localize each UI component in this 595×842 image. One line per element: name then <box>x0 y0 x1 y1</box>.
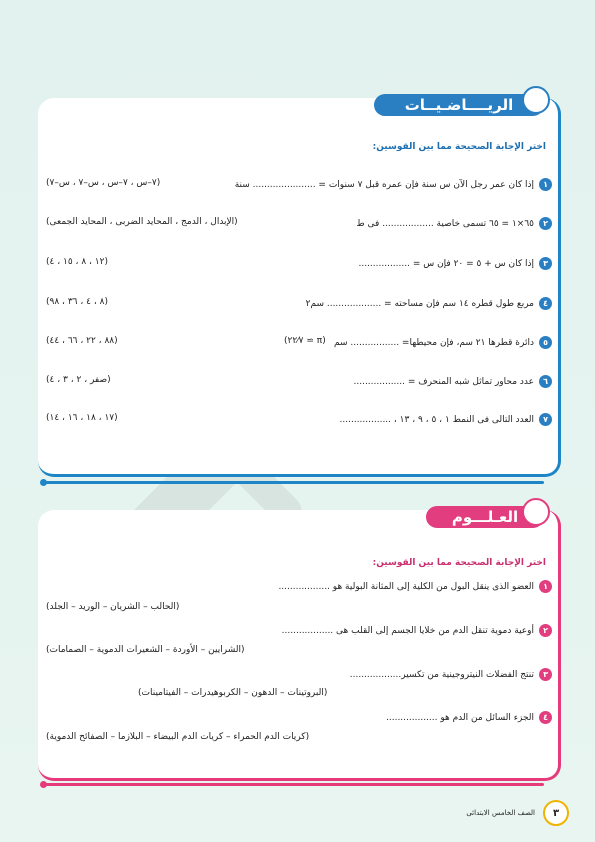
question-number: ٥ <box>539 336 552 349</box>
math-title: الريــــاضـيــات <box>404 96 514 114</box>
answer-choices: (صفر ، ٢ ، ٣ ، ٤) <box>46 375 111 385</box>
science-instruction: اختر الإجابة الصحيحة مما بين القوسين: <box>372 558 546 568</box>
question-text: دائرة قطرها ٢١ سم، فإن محيطها= ................. سم <box>334 337 534 348</box>
answer-choices: (١٧ ، ١٨ ، ١٦ ، ١٤) <box>46 413 118 423</box>
science-question-2 <box>46 624 552 642</box>
math-question-4 <box>46 297 552 315</box>
answer-choices: (البروتينات – الدهون – الكربوهيدرات – الفيتامينات) <box>138 688 328 698</box>
question-text: العدد التالى فى النمط ١ ، ٥ ، ٩ ، ١٣ ، .................. <box>339 414 534 425</box>
answer-choices: (١٢ ، ٨ ، ١٥ ، ٤) <box>46 257 108 267</box>
page-number: ٣ <box>543 800 569 826</box>
math-marks-badge: ٨٠ درجة <box>522 86 550 114</box>
question-number: ٣ <box>539 668 552 681</box>
question-number: ١ <box>539 178 552 191</box>
science-title: العـلـــوم <box>451 508 519 526</box>
page-footer <box>466 800 569 826</box>
science-section-divider <box>44 783 544 786</box>
question-number: ٣ <box>539 257 552 270</box>
math-question-5 <box>46 336 552 354</box>
question-number: ٤ <box>539 711 552 724</box>
question-text: الجزء السائل من الدم هو .................. <box>386 712 534 723</box>
math-question-1 <box>46 178 552 196</box>
pi-note: (π ≃ ٢٢⁄٧) <box>284 336 326 346</box>
science-question-3 <box>46 668 552 686</box>
math-section-divider <box>44 481 544 484</box>
answer-choices: (٨٨ ، ٢٢ ، ٦٦ ، ٤٤) <box>46 336 118 346</box>
question-text: تنتج الفضلات النيتروجينية من تكسير.................. <box>349 669 534 680</box>
question-text: إذا كان س + ٥ = ٢٠ فإن س = .................. <box>358 258 534 269</box>
science-question-4 <box>46 711 552 729</box>
math-question-7 <box>46 413 552 431</box>
question-text: مربع طول قطره ١٤ سم فإن مساحته = ................... سم٢ <box>305 298 534 309</box>
answer-choices: (كريات الدم الحمراء – كريات الدم البيضاء – البلازما – الصفائح الدموية) <box>46 732 310 742</box>
math-question-3 <box>46 257 552 275</box>
math-section <box>38 91 561 477</box>
question-number: ١ <box>539 580 552 593</box>
answer-choices: (الحالب – الشريان – الوريد – الجلد) <box>46 602 180 612</box>
answer-choices: (الإبدال ، الدمج ، المحايد الضربى ، المحايد الجمعى) <box>46 217 238 227</box>
answer-choices: (٨ ، ٤ ، ٣٦ ، ٩٨) <box>46 297 108 307</box>
question-number: ٧ <box>539 413 552 426</box>
question-text: ٦٥×١ = ٦٥ تسمى خاصية .................. فى ط <box>356 218 534 229</box>
math-question-6 <box>46 375 552 393</box>
question-number: ٦ <box>539 375 552 388</box>
answer-choices: (الشرايين – الأوردة – الشعيرات الدموية – الصمامات) <box>46 645 245 655</box>
science-section <box>38 503 561 781</box>
question-text: إذا كان عمر رجل الآن س سنة فإن عمره قبل ٧ سنوات = ...................... سنة <box>234 179 534 190</box>
question-number: ٢ <box>539 624 552 637</box>
math-instruction: اختر الإجابة الصحيحة مما بين القوسين: <box>372 142 546 152</box>
question-number: ٢ <box>539 217 552 230</box>
question-text: عدد محاور تماثل شبه المنحرف = .................. <box>353 376 534 387</box>
question-number: ٤ <box>539 297 552 310</box>
grade-label: الصف الخامس الابتدائى <box>466 809 535 817</box>
question-text: أوعية دموية تنقل الدم من خلايا الجسم إلى القلب هى .................. <box>281 625 534 636</box>
question-text: العضو الذى ينقل البول من الكلية إلى المثانة البولية هو .................. <box>278 581 534 592</box>
science-question-1 <box>46 580 552 598</box>
science-title-bar <box>426 503 545 528</box>
answer-choices: (٧–س ، ٧–س ، س–٧ ، س–٧) <box>46 178 161 188</box>
math-title-bar <box>374 91 545 116</box>
math-question-2 <box>46 217 552 235</box>
science-marks-badge: ٤٠ درجة <box>522 498 550 526</box>
